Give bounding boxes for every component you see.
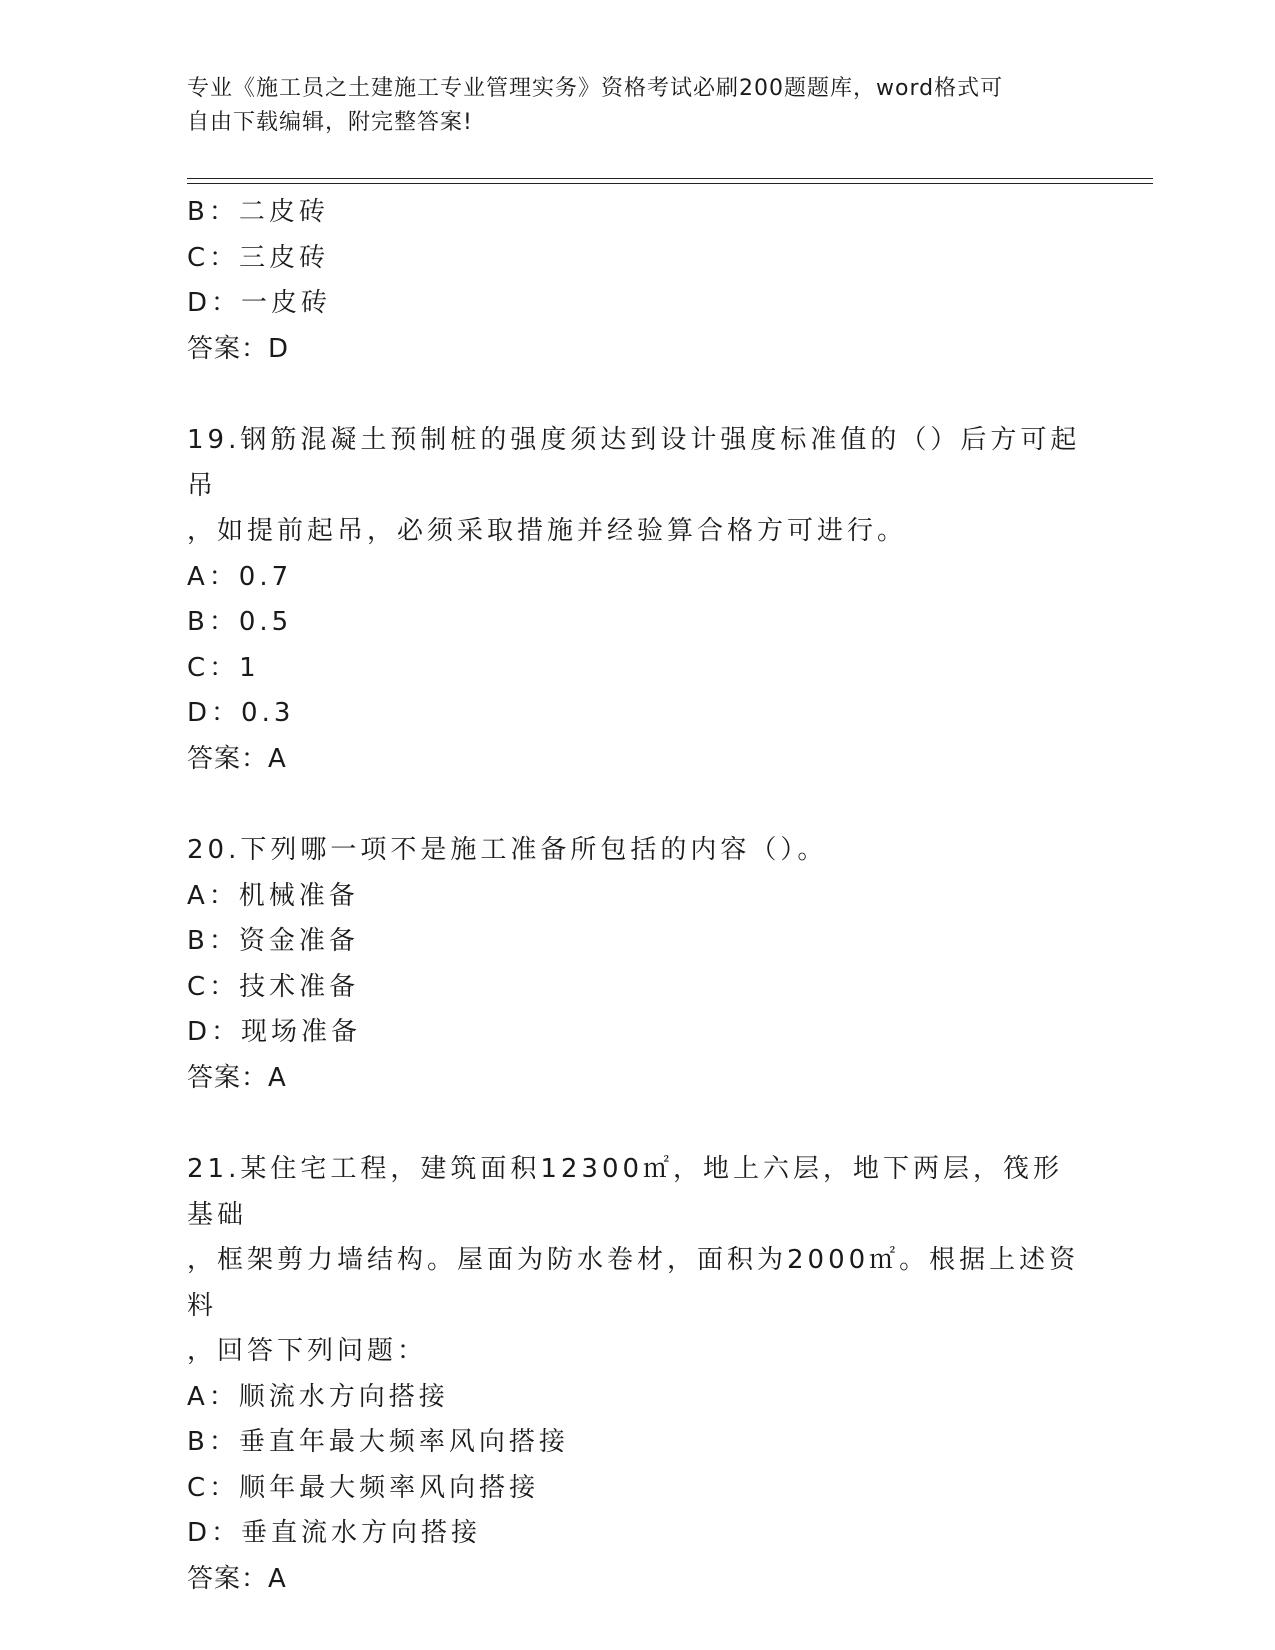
option-a: A：顺流水方向搭接 — [187, 1381, 449, 1412]
option-c: C：技术准备 — [187, 971, 360, 1002]
answer-line: 答案：D — [187, 333, 290, 364]
option-c: C：顺年最大频率风向搭接 — [187, 1472, 540, 1503]
question-text-line: 19.钢筋混凝土预制桩的强度须达到设计强度标准值的（）后方可起吊 — [187, 425, 1081, 501]
question-list — [187, 190, 1087, 1602]
option-c: C：三皮砖 — [187, 242, 330, 273]
question-text-line: ，框架剪力墙结构。屋面为防水卷材，面积为2000㎡。根据上述资料 — [187, 1245, 1080, 1321]
option-d: D：一皮砖 — [187, 288, 332, 318]
question-text-line: 20.下列哪一项不是施工准备所包括的内容（）。 — [187, 835, 828, 865]
answer-line: 答案：A — [187, 1563, 287, 1594]
question-text-line: ，回答下列问题： — [187, 1336, 428, 1366]
answer-line: 答案：A — [187, 1062, 287, 1093]
question-text-line: 21.某住宅工程，建筑面积12300㎡，地上六层，地下两层，筏形基础 — [187, 1154, 1064, 1230]
header-divider-top — [187, 178, 1153, 179]
option-a: A：0.7 — [187, 561, 293, 592]
spacer — [187, 782, 1087, 828]
question-20 — [187, 828, 1087, 1101]
question-text-line: ，如提前起吊，必须采取措施并经验算合格方可进行。 — [187, 516, 908, 546]
previous-question-block — [187, 190, 1087, 372]
header-title-line-2: 自由下载编辑，附完整答案! — [187, 110, 473, 135]
option-d: D：0.3 — [187, 698, 295, 728]
option-b: B：0.5 — [187, 607, 293, 637]
option-c: C：1 — [187, 652, 260, 683]
option-b: B：垂直年最大频率风向搭接 — [187, 1427, 569, 1457]
answer-line: 答案：A — [187, 743, 287, 774]
spacer — [187, 372, 1087, 418]
option-b: B：资金准备 — [187, 926, 359, 956]
option-d: D：现场准备 — [187, 1017, 362, 1047]
option-a: A：机械准备 — [187, 880, 359, 911]
document-header — [187, 72, 1087, 140]
option-b: B：二皮砖 — [187, 197, 329, 227]
question-19 — [187, 418, 1087, 782]
option-d: D：垂直流水方向搭接 — [187, 1518, 482, 1548]
header-divider-bottom — [187, 183, 1153, 184]
question-21 — [187, 1147, 1087, 1602]
header-title-line-1: 专业《施工员之土建施工专业管理实务》资格考试必刷200题题库，word格式可 — [187, 76, 1004, 101]
spacer — [187, 1101, 1087, 1147]
